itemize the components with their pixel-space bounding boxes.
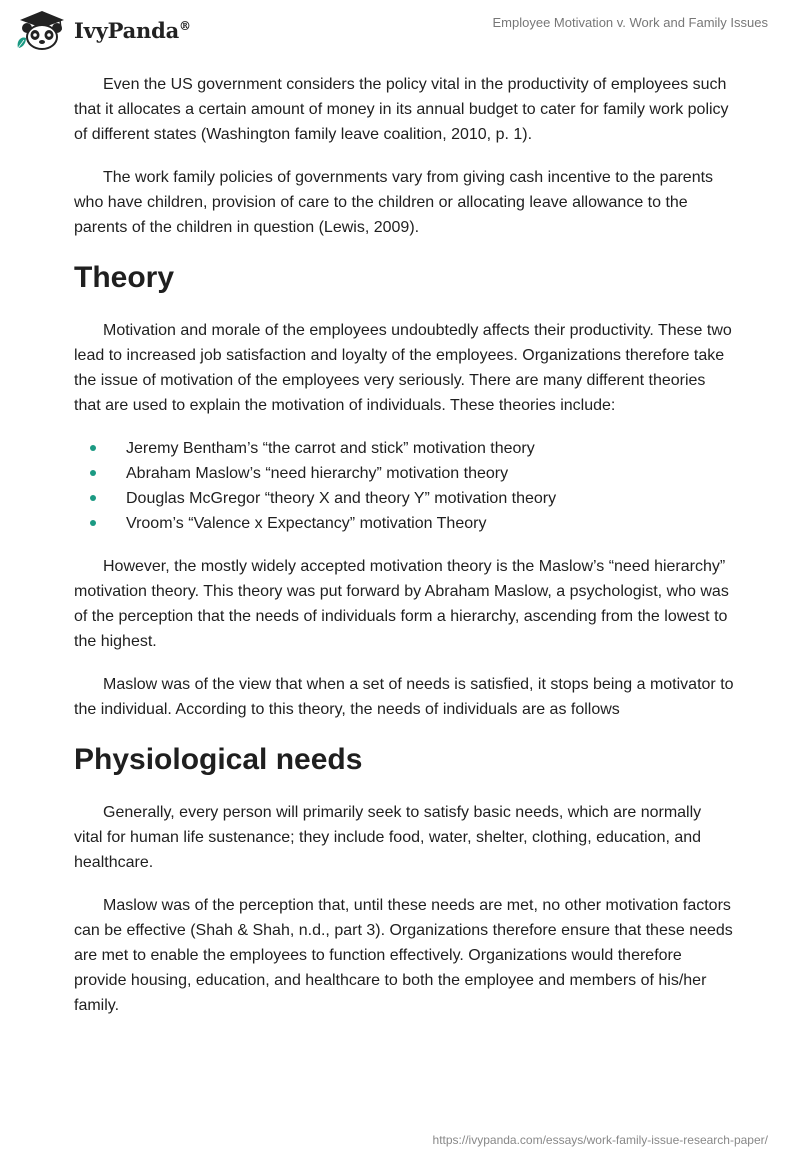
heading-physiological-needs: Physiological needs <box>74 743 363 776</box>
paragraph-government-policy: Even the US government considers the policy vital in the productivity of employees such that it allocates a certain amount of money in its annual budget to cater for family work policy of different states (Washington family leave coalition, 2010, p. 1). <box>74 76 729 143</box>
logo-text: IvyPanda® <box>74 17 191 43</box>
paragraph-maslow-view: Maslow was of the view that when a set of needs is satisfied, it stops being a motivator to the individual. According to this theory, the needs of individuals are as follows <box>74 676 734 718</box>
list-item: Jeremy Bentham’s “the carrot and stick” motivation theory <box>74 436 734 461</box>
paragraph-needs-met: Maslow was of the perception that, until these needs are met, no other motivation factors can be effective (Shah & Shah, n.d., part 3). Organizations therefore ensure that these needs are met to enable the employees to function effectively. Organizations would therefore provide housing, education, and healthcare to both the employee and members of his/her family. <box>74 897 733 1014</box>
paragraph-basic-needs: Generally, every person will primarily seek to satisfy basic needs, which are normally vital for human life sustenance; they include food, water, shelter, clothing, education, and healthcare. <box>74 804 702 871</box>
list-item: Douglas McGregor “theory X and theory Y” motivation theory <box>74 486 734 511</box>
essay-content <box>74 72 734 1036</box>
list-item: Vroom’s “Valence x Expectancy” motivation Theory <box>74 511 734 536</box>
theories-list <box>74 436 734 536</box>
bullet-icon <box>90 495 96 501</box>
paragraph-maslow-hierarchy: However, the mostly widely accepted motivation theory is the Maslow’s “need hierarchy” motivation theory. This theory was put forward by Abraham Maslow, a psychologist, who was of the perception that the needs of individuals form a hierarchy, ascending from the lowest to the highest. <box>74 558 729 650</box>
list-item: Abraham Maslow’s “need hierarchy” motivation theory <box>74 461 734 486</box>
paragraph-work-family-policies: The work family policies of governments vary from giving cash incentive to the parents who have children, provision of care to the children or allocating leave allowance to the parents of the children in question (Lewis, 2009). <box>74 169 714 236</box>
bullet-icon <box>90 470 96 476</box>
paragraph-motivation-morale: Motivation and morale of the employees undoubtedly affects their productivity. These two lead to increased job satisfaction and loyalty of the employees. Organizations therefore take the issue of motivation of the employees very seriously. There are many different theories that are used to explain the motivation of individuals. These theories include: <box>74 322 732 414</box>
bullet-icon <box>90 520 96 526</box>
ivypanda-logo[interactable] <box>14 8 191 52</box>
source-url[interactable]: https://ivypanda.com/essays/work-family-issue-research-paper/ <box>432 1133 768 1147</box>
bullet-icon <box>90 445 96 451</box>
page-header <box>0 0 800 62</box>
heading-theory: Theory <box>74 261 175 294</box>
document-title: Employee Motivation v. Work and Family Issues <box>492 15 768 30</box>
panda-logo-icon <box>14 8 70 52</box>
